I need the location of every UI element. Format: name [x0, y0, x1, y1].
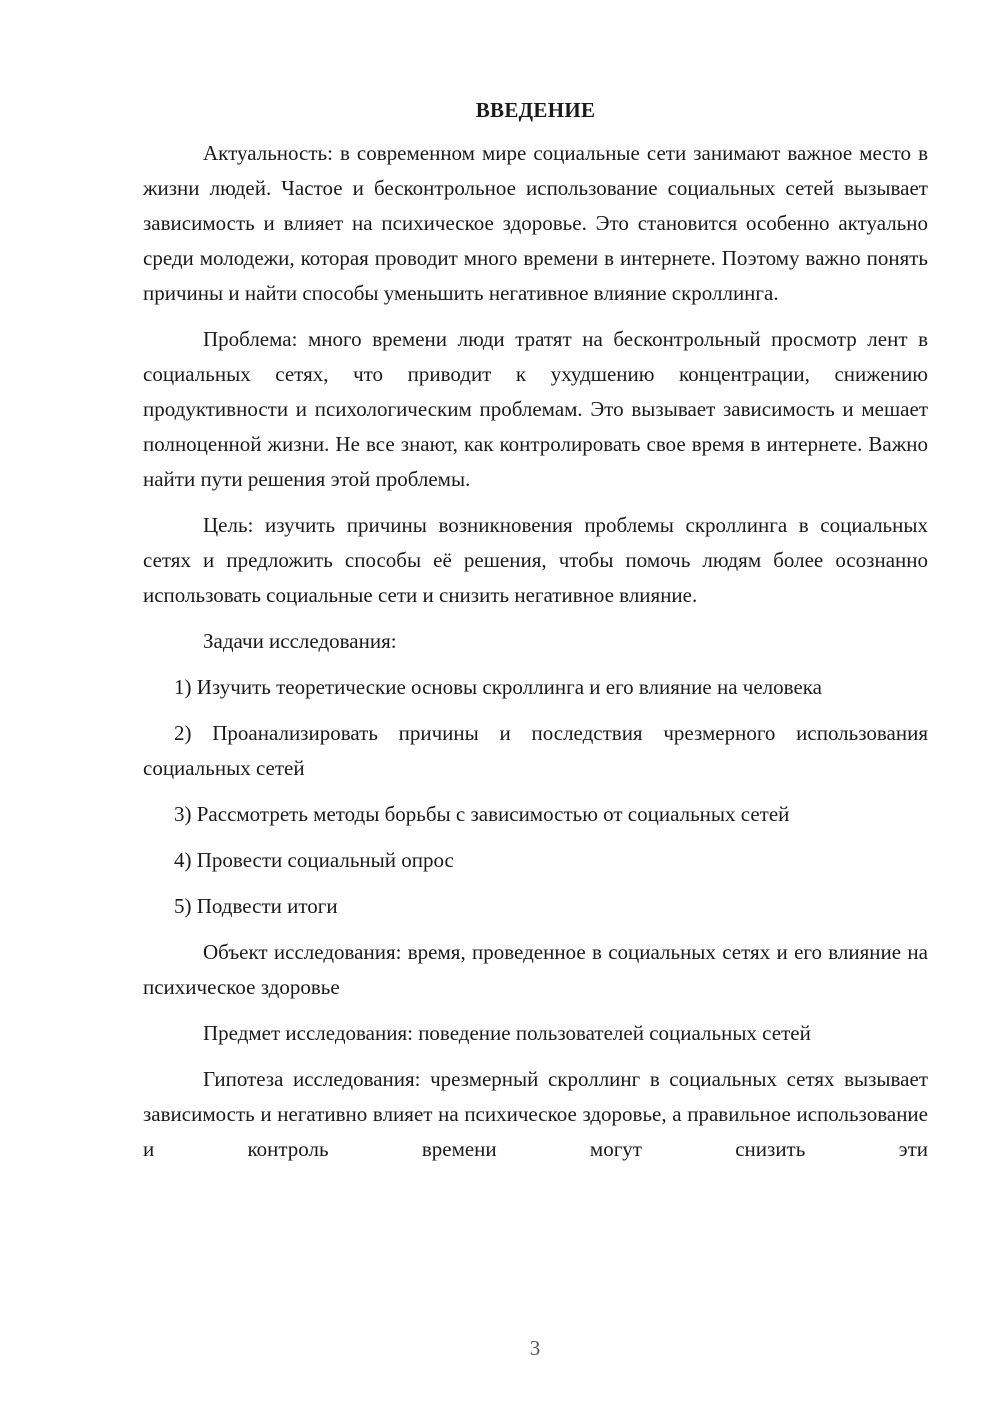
paragraph-object: Объект исследования: время, проведенное в социальных сетях и его влияние на психическое здоровье: [143, 940, 928, 999]
paragraph-subject: Предмет исследования: поведение пользователей социальных сетей: [203, 1021, 811, 1045]
list-item-task-5: 5) Подвести итоги: [174, 894, 338, 918]
list-item-task-2: 2) Проанализировать причины и последствия чрезмерного использования социальных сетей: [143, 721, 928, 780]
paragraph-relevance: Актуальность: в современном мире социальные сети занимают важное место в жизни людей. Частое и бесконтрольное использование социальных сетей вызывает зависимость и влияет на психическое здоровье. Это становится особенно актуально среди молодежи, которая проводит много времени в интернете. Поэтому важно понять причины и найти способы уменьшить негативное влияние скроллинга.: [143, 141, 928, 305]
list-item-task-3: 3) Рассмотреть методы борьбы с зависимостью от социальных сетей: [174, 802, 790, 826]
list-item-task-1: 1) Изучить теоретические основы скроллинга и его влияние на человека: [174, 675, 822, 699]
paragraph-problem: Проблема: много времени люди тратят на бесконтрольный просмотр лент в социальных сетях, что приводит к ухудшению концентрации, снижению продуктивности и психологическим проблемам. Это вызывает зависимость и мешает полноценной жизни. Не все знают, как контролировать свое время в интернете. Важно найти пути решения этой проблемы.: [143, 327, 928, 491]
page-number: 3: [529, 1336, 541, 1360]
page-title: ВВЕДЕНИЕ: [475, 98, 596, 122]
paragraph-goal: Цель: изучить причины возникновения проблемы скроллинга в социальных сетях и предложить способы её решения, чтобы помочь людям более осознанно использовать социальные сети и снизить негативное влияние.: [143, 513, 928, 607]
tasks-heading: Задачи исследования:: [203, 629, 397, 653]
list-item-task-4: 4) Провести социальный опрос: [174, 848, 454, 872]
paragraph-hypothesis: Гипотеза исследования: чрезмерный скроллинг в социальных сетях вызывает зависимость и негативно влияет на психическое здоровье, а правильное использование и контроль времени могут снизить эти: [143, 1067, 928, 1161]
document-page: [143, 96, 928, 1167]
